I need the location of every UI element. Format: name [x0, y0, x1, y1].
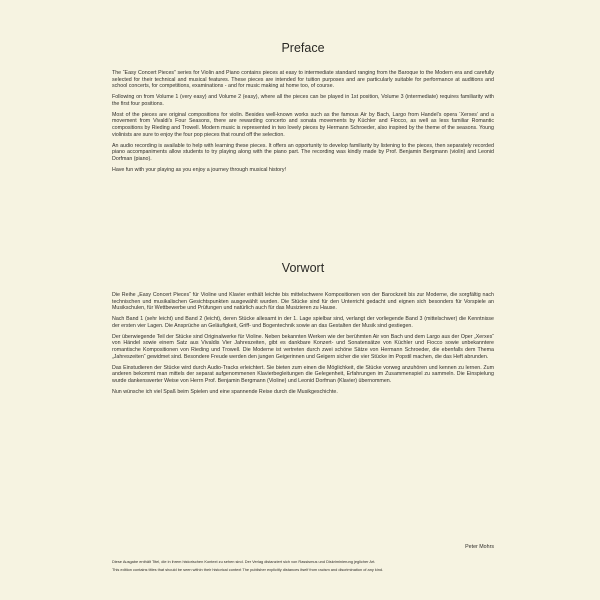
footnotes [112, 560, 494, 576]
vorwort-paragraph: Die Reihe „Easy Concert Pieces“ für Violine und Klavier enthält leichte bis mittelschwere Kompositionen von der Barockzeit bis zur Moderne, die sorgfältig nach technischen und musikalischen Gesichtspunkten ausgewählt wurden. Die Stücke sind für den Unterricht gedacht und eignen sich besonders für Vorspiele an Musikschulen, für Wettbewerbe und Prüfungen und natürlich auch für das Musizieren zu Hause. [112, 292, 494, 312]
preface-body [112, 70, 494, 178]
preface-title: Preface [281, 41, 325, 55]
preface-paragraph: An audio recording is available to help with learning these pieces. It offers an opportunity to develop familiarity by listening to the pieces, then separately recorded piano accompaniments allow students to try playing along with the piano part. The recording was kindly made by Prof. Benjamin Bergmann (violin) and Leonid Dorfman (piano). [112, 142, 494, 162]
vorwort-paragraph: Nach Band 1 (sehr leicht) und Band 2 (leicht), deren Stücke allesamt in der 1. Lage spielbar sind, verlangt der vorliegende Band 3 (mittelschwer) die Kenntnisse der ersten vier Lagen. Die Ansprüche an Geläufigkeit, Griff- und Bogentechnik sowie an das Gestalten der Musik sind gestiegen. [112, 316, 494, 329]
footnote-en: This edition contains titles that should be seen within their historical context The publisher explicitly distances itself from racism and discrimination of any kind. [112, 566, 384, 572]
vorwort-body [112, 292, 494, 400]
vorwort-title: Vorwort [281, 261, 325, 275]
preface-paragraph: Have fun with your playing as you enjoy a journey through musical history! [112, 166, 287, 173]
vorwort-paragraph: Der überwiegende Teil der Stücke sind Originalwerke für Violine. Neben bekannten Werken wie der berühmten Air von Bach und dem Largo aus der Oper „Xerxes“ von Händel sowie einem Satz aus Vivaldis Vier Jahreszeiten, gibt es dankbare Konzert- und Sonatensätze von Küchler und Fiocco sowie unbekanntere romantische Kompositionen von Rieding und Trowell. Die Moderne ist vertreten durch zwei schöne Sätze von Hermann Schroeder, die ebenfalls dem Thema „Jahreszeiten“ gewidmet sind. Besondere Freude werden den jungen Geigerinnen und Geigern sicher die vier Stücke im Popstil machen, die das Heft abrunden. [112, 333, 494, 360]
preface-paragraph: Following on from Volume 1 (very easy) and Volume 2 (easy), where all the pieces can be played in 1st position, Volume 3 (intermediate) requires familiarity with the first four positions. [112, 94, 494, 107]
signature: Peter Mohrs [465, 544, 494, 550]
preface-paragraph: The “Easy Concert Pieces” series for Violin and Piano contains pieces at easy to intermediate standard ranging from the Baroque to the Modern era and carefully selected for their technical and musical features. These pieces are intended for tuition purposes and are particularly suitable for performance at auditions and school concerts, for competitions, examinations - and for music making at home too, of course. [112, 70, 494, 90]
footnote-de: Diese Ausgabe enthält Titel, die in ihrem historischen Kontext zu sehen sind. Der Verlag distanziert sich von Rassismus und Diskriminierung jeglicher Art. [112, 559, 376, 564]
vorwort-paragraph: Das Einstudieren der Stücke wird durch Audio-Tracks erleichtert. Sie bieten zum einen die Möglichkeit, die Stücke vorweg anzuhören und kennen zu lernen. Zum anderen bekommt man mittels der separat aufgenommenen Klavierbegleitungen die Gelegenheit, Erfahrungen im Zusammenspiel zu sammeln. Die Einspielung wurde dankenswerter Weise von Herrn Prof. Benjamin Bergmann (Violine) und Leonid Dorfman (Klavier) übernommen. [112, 364, 494, 384]
document-page [112, 0, 494, 600]
vorwort-paragraph: Nun wünsche ich viel Spaß beim Spielen und eine spannende Reise durch die Musikgeschichte. [112, 388, 338, 395]
preface-paragraph: Most of the pieces are original compositions for violin. Besides well-known works such as the famous Air by Bach, Largo from Handel’s opera ‘Xerxes’ and a movement from Vivaldi’s Four Seasons, there are rewarding concerto and sonata movements by Küchler and Fiocco, as well as less familiar Romantic compositions by Rieding and Trowell. Modern music is represented in two lovely pieces by Hermann Schroeder, also inspired by the theme of the seasons. Young violinists are sure to enjoy the four pop pieces that round off the selection. [112, 111, 494, 138]
